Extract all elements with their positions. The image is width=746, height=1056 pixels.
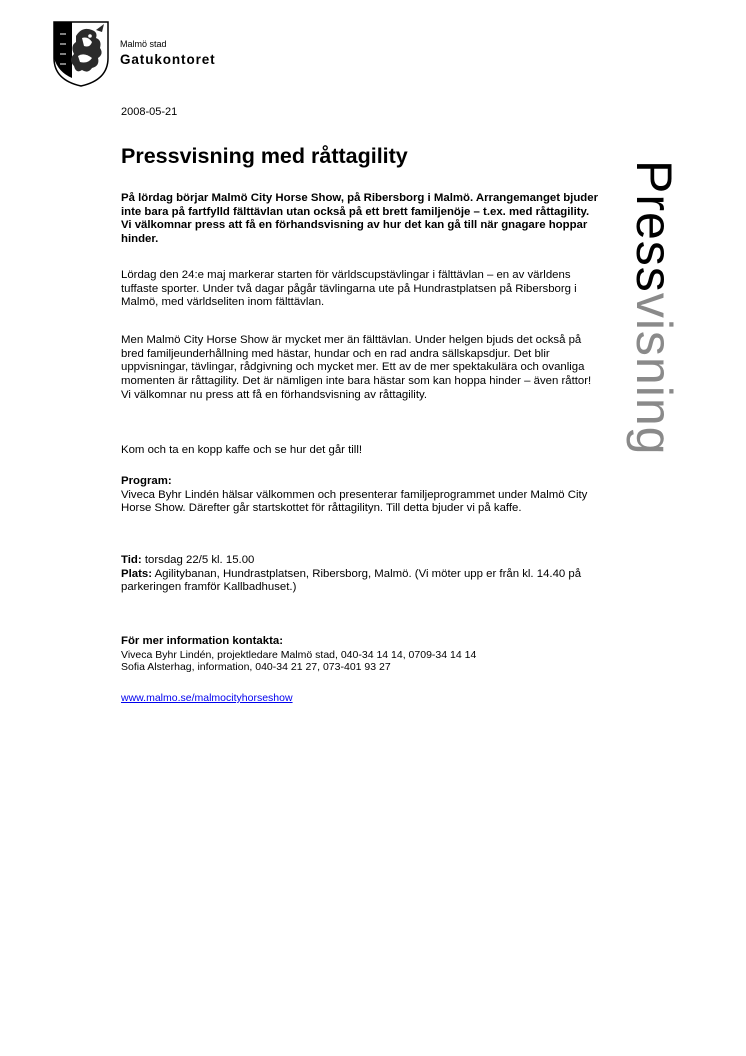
place-value: Agilitybanan, Hundrastplatsen, Ribersborg, Malmö. (Vi möter upp er från kl. 14.40 på parkeringen framför Kallbadhuset.) xyxy=(121,567,582,594)
body-paragraph-2: Men Malmö City Horse Show är mycket mer än fälttävlan. Under helgen bjuds det också på bred familjeunderhållning med hästar, hundar och en rad andra sällskapsdjur. Det blir uppvisningar, tävlingar, rådgivning och mycket mer. Ett av de mer spektakulära och ovanliga momenten är råttagility. Det är nämligen inte bara hästar som kan hoppa hinder – även råttor! Vi välkomnar nu press att få en förhandsvisning av råttagility. xyxy=(121,334,592,401)
contact-heading: För mer information kontakta: xyxy=(121,635,284,647)
program-label: Program: xyxy=(121,475,172,487)
contact-line-1: Viveca Byhr Lindén, projektledare Malmö stad, 040-34 14 14, 0709-34 14 14 xyxy=(121,648,477,661)
time-line xyxy=(121,554,601,568)
document-date: 2008-05-21 xyxy=(121,106,178,118)
website-link[interactable]: www.malmo.se/malmocityhorseshow xyxy=(121,692,293,704)
lead-paragraph: På lördag börjar Malmö City Horse Show, på Ribersborg i Malmö. Arrangemanget bjuder inte bara på fartfylld fälttävlan utan också på ett brett familjenöje – t.ex. med råttagility. Vi välkomnar press att få en förhandsvisning av hur det kan gå till när gnagare hoppar hinder. xyxy=(121,192,599,246)
place-label: Plats: xyxy=(121,567,153,580)
page-title: Pressvisning med råttagility xyxy=(121,144,408,168)
body-paragraph-1: Lördag den 24:e maj markerar starten för världscupstävlingar i fälttävlan – en av världens tuffaste sporter. Under två dagar pågår tävlingarna ute på Hundrastplatsen på Ribersborg i Malmö, med världseliten inom fälttävlan. xyxy=(121,269,577,309)
time-value: torsdag 22/5 kl. 15.00 xyxy=(141,554,255,566)
time-place-section xyxy=(121,554,601,595)
org-parent-name: Malmö stad xyxy=(120,39,167,49)
side-label-visning: visning xyxy=(626,292,682,456)
contact-section xyxy=(121,635,601,674)
side-label-pressvisning xyxy=(624,160,684,455)
place-line xyxy=(121,568,601,595)
contact-line-2: Sofia Alsterhag, information, 040-34 21 27, 073-401 93 27 xyxy=(121,661,391,674)
malmo-coat-of-arms-icon xyxy=(52,20,110,88)
body-paragraph-3: Kom och ta en kopp kaffe och se hur det går till! xyxy=(121,444,363,456)
program-section xyxy=(121,475,601,516)
time-label: Tid: xyxy=(121,554,142,566)
program-text: Viveca Byhr Lindén hälsar välkommen och presenterar familjeprogrammet under Malmö City Horse Show. Därefter går startskottet för råttagilityn. Till detta bjuder vi på kaffe. xyxy=(121,488,588,515)
side-label-press: Press xyxy=(626,160,682,293)
org-department-name: Gatukontoret xyxy=(120,52,216,67)
